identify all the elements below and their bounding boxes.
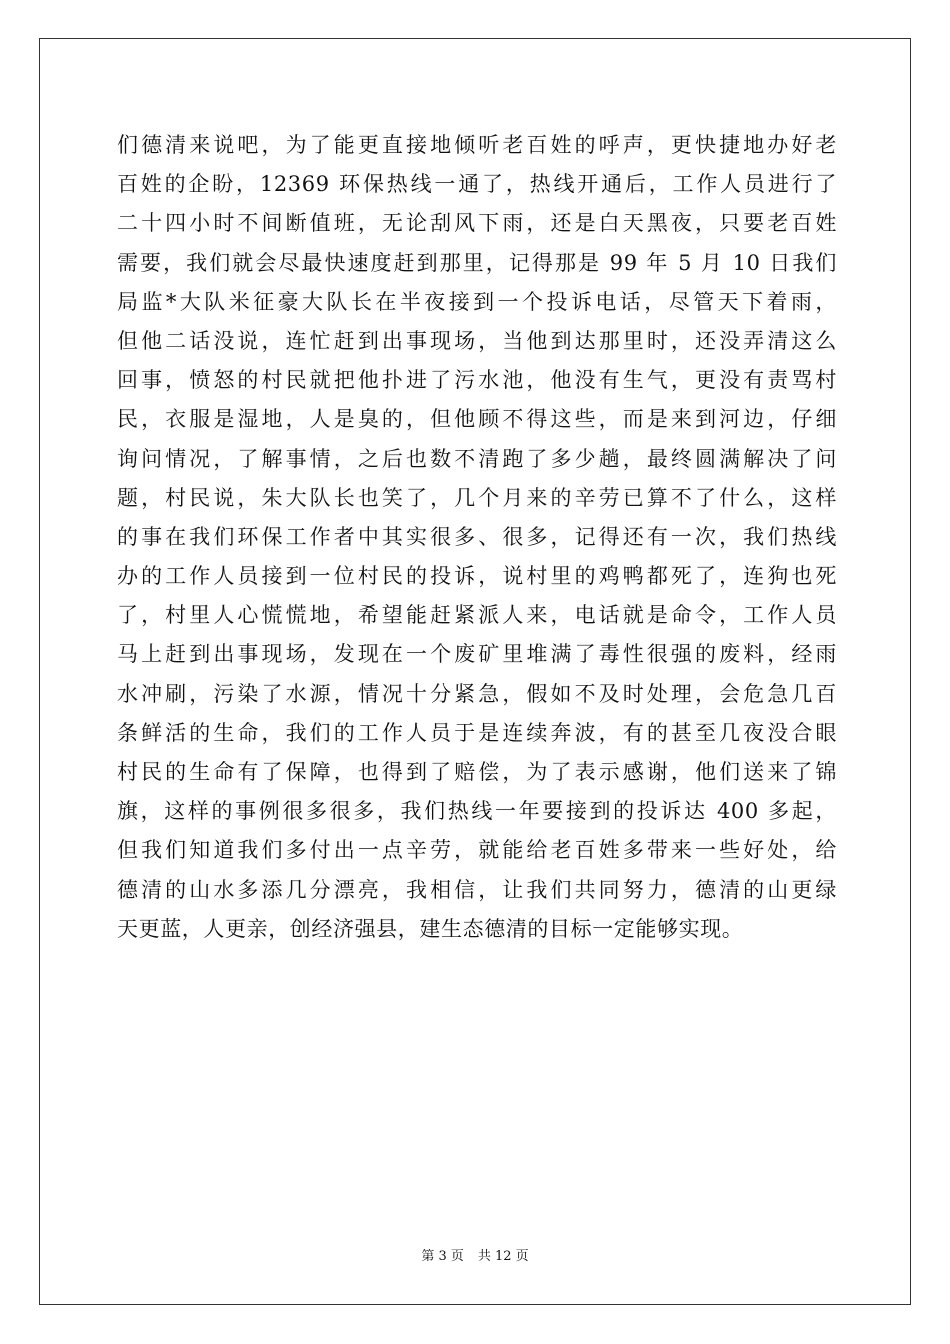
text-line: 了，村里人心慌慌地，希望能赶紧派人来，电话就是命令，工作人员 <box>117 603 837 628</box>
text-line: 局监*大队米征豪大队长在半夜接到一个投诉电话，尽管天下着雨， <box>117 289 837 314</box>
text-line: 们德清来说吧，为了能更直接地倾听老百姓的呼声，更快捷地办好老 <box>117 133 837 157</box>
text-line: 德清的山水多添几分漂亮，我相信，让我们共同努力，德清的山更绿 <box>117 877 837 902</box>
page-footer <box>0 1245 950 1264</box>
text-line: 需要，我们就会尽最快速度赶到那里，记得那是 99 年 5 月 10 日我们 <box>117 250 837 275</box>
text-line: 但他二话没说，连忙赶到出事现场，当他到达那里时，还没弄清这么 <box>117 328 837 353</box>
text-line: 办的工作人员接到一位村民的投诉，说村里的鸡鸭都死了，连狗也死 <box>117 564 837 589</box>
text-line: 水冲刷，污染了水源，情况十分紧急，假如不及时处理，会危急几百 <box>117 681 837 706</box>
text-line: 题，村民说，朱大队长也笑了，几个月来的辛劳已算不了什么，这样 <box>117 485 837 510</box>
text-line: 但我们知道我们多付出一点辛劳，就能给老百姓多带来一些好处，给 <box>117 838 837 863</box>
text-line: 条鲜活的生命，我们的工作人员于是连续奔波，有的甚至几夜没合眼 <box>117 720 837 745</box>
text-line: 民，衣服是湿地，人是臭的，但他顾不得这些，而是来到河边，仔细 <box>117 407 837 432</box>
text-line: 旗，这样的事例很多很多，我们热线一年要接到的投诉达 400 多起， <box>117 799 837 824</box>
text-line: 回事，愤怒的村民就把他扑进了污水池，他没有生气，更没有责骂村 <box>117 368 837 393</box>
text-line: 的事在我们环保工作者中其实很多、很多，记得还有一次，我们热线 <box>117 524 837 549</box>
document-body <box>117 126 837 949</box>
text-line: 询问情况，了解事情，之后也数不清跑了多少趟，最终圆满解决了问 <box>117 446 837 471</box>
page-number: 第 3 页 <box>421 1249 464 1264</box>
text-line: 百姓的企盼，12369 环保热线一通了，热线开通后，工作人员进行了 <box>117 172 837 197</box>
text-line: 二十四小时不间断值班，无论刮风下雨，还是白天黑夜，只要老百姓 <box>117 211 837 236</box>
text-line: 村民的生命有了保障，也得到了赔偿，为了表示感谢，他们送来了锦 <box>117 760 837 784</box>
text-line: 马上赶到出事现场，发现在一个废矿里堆满了毒性很强的废料，经雨 <box>117 642 837 667</box>
page-total: 共 12 页 <box>477 1249 529 1264</box>
text-line: 天更蓝，人更亲，创经济强县，建生态德清的目标一定能够实现。 <box>117 916 744 941</box>
